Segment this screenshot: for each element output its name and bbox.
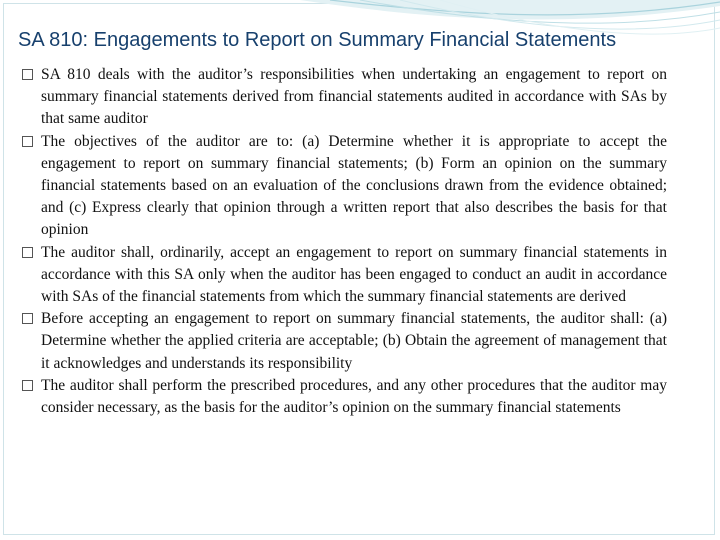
bullet-text: SA 810 deals with the auditor’s responsibilities when undertaking an engagement to report on summary financial statements derived from financial statements audited in accordance with SAs by that same auditor — [41, 66, 667, 128]
bullet-text: Before accepting an engagement to report on summary financial statements, the auditor shall: (a) Determine whether the applied criteria are acceptable; (b) Obtain the agreement of management that it acknowledges and understands its responsibility — [41, 310, 667, 372]
bullet-item — [22, 308, 667, 375]
bullet-text: The objectives of the auditor are to: (a) Determine whether it is appropriate to accept the engagement to report on summary financial statements; (b) Form an opinion on the summary financial statements based on an evaluation of the conclusions drawn from the evidence obtained; and (c) Express clearly that opinion through a written report that also describes the basis for that opinion — [41, 132, 667, 239]
box-bullet-icon — [22, 136, 33, 147]
bullet-item — [22, 375, 667, 419]
bullet-text: The auditor shall perform the prescribed procedures, and any other procedures that the auditor may consider necessary, as the basis for the auditor’s opinion on the summary financial statements — [41, 376, 667, 417]
bullet-item — [22, 242, 667, 309]
slide-title: SA 810: Engagements to Report on Summary Financial Statements — [18, 29, 617, 51]
bullet-list — [22, 64, 667, 419]
box-bullet-icon — [22, 380, 33, 391]
box-bullet-icon — [22, 313, 33, 324]
bullet-text: The auditor shall, ordinarily, accept an engagement to report on summary financial statements in accordance with this SA only when the auditor has been engaged to conduct an audit in accordance with SAs of the financial statements from which the summary financial statements are derived — [41, 243, 667, 306]
bullet-item — [22, 131, 667, 242]
box-bullet-icon — [22, 247, 33, 258]
bullet-item — [22, 64, 667, 131]
box-bullet-icon — [22, 69, 33, 80]
